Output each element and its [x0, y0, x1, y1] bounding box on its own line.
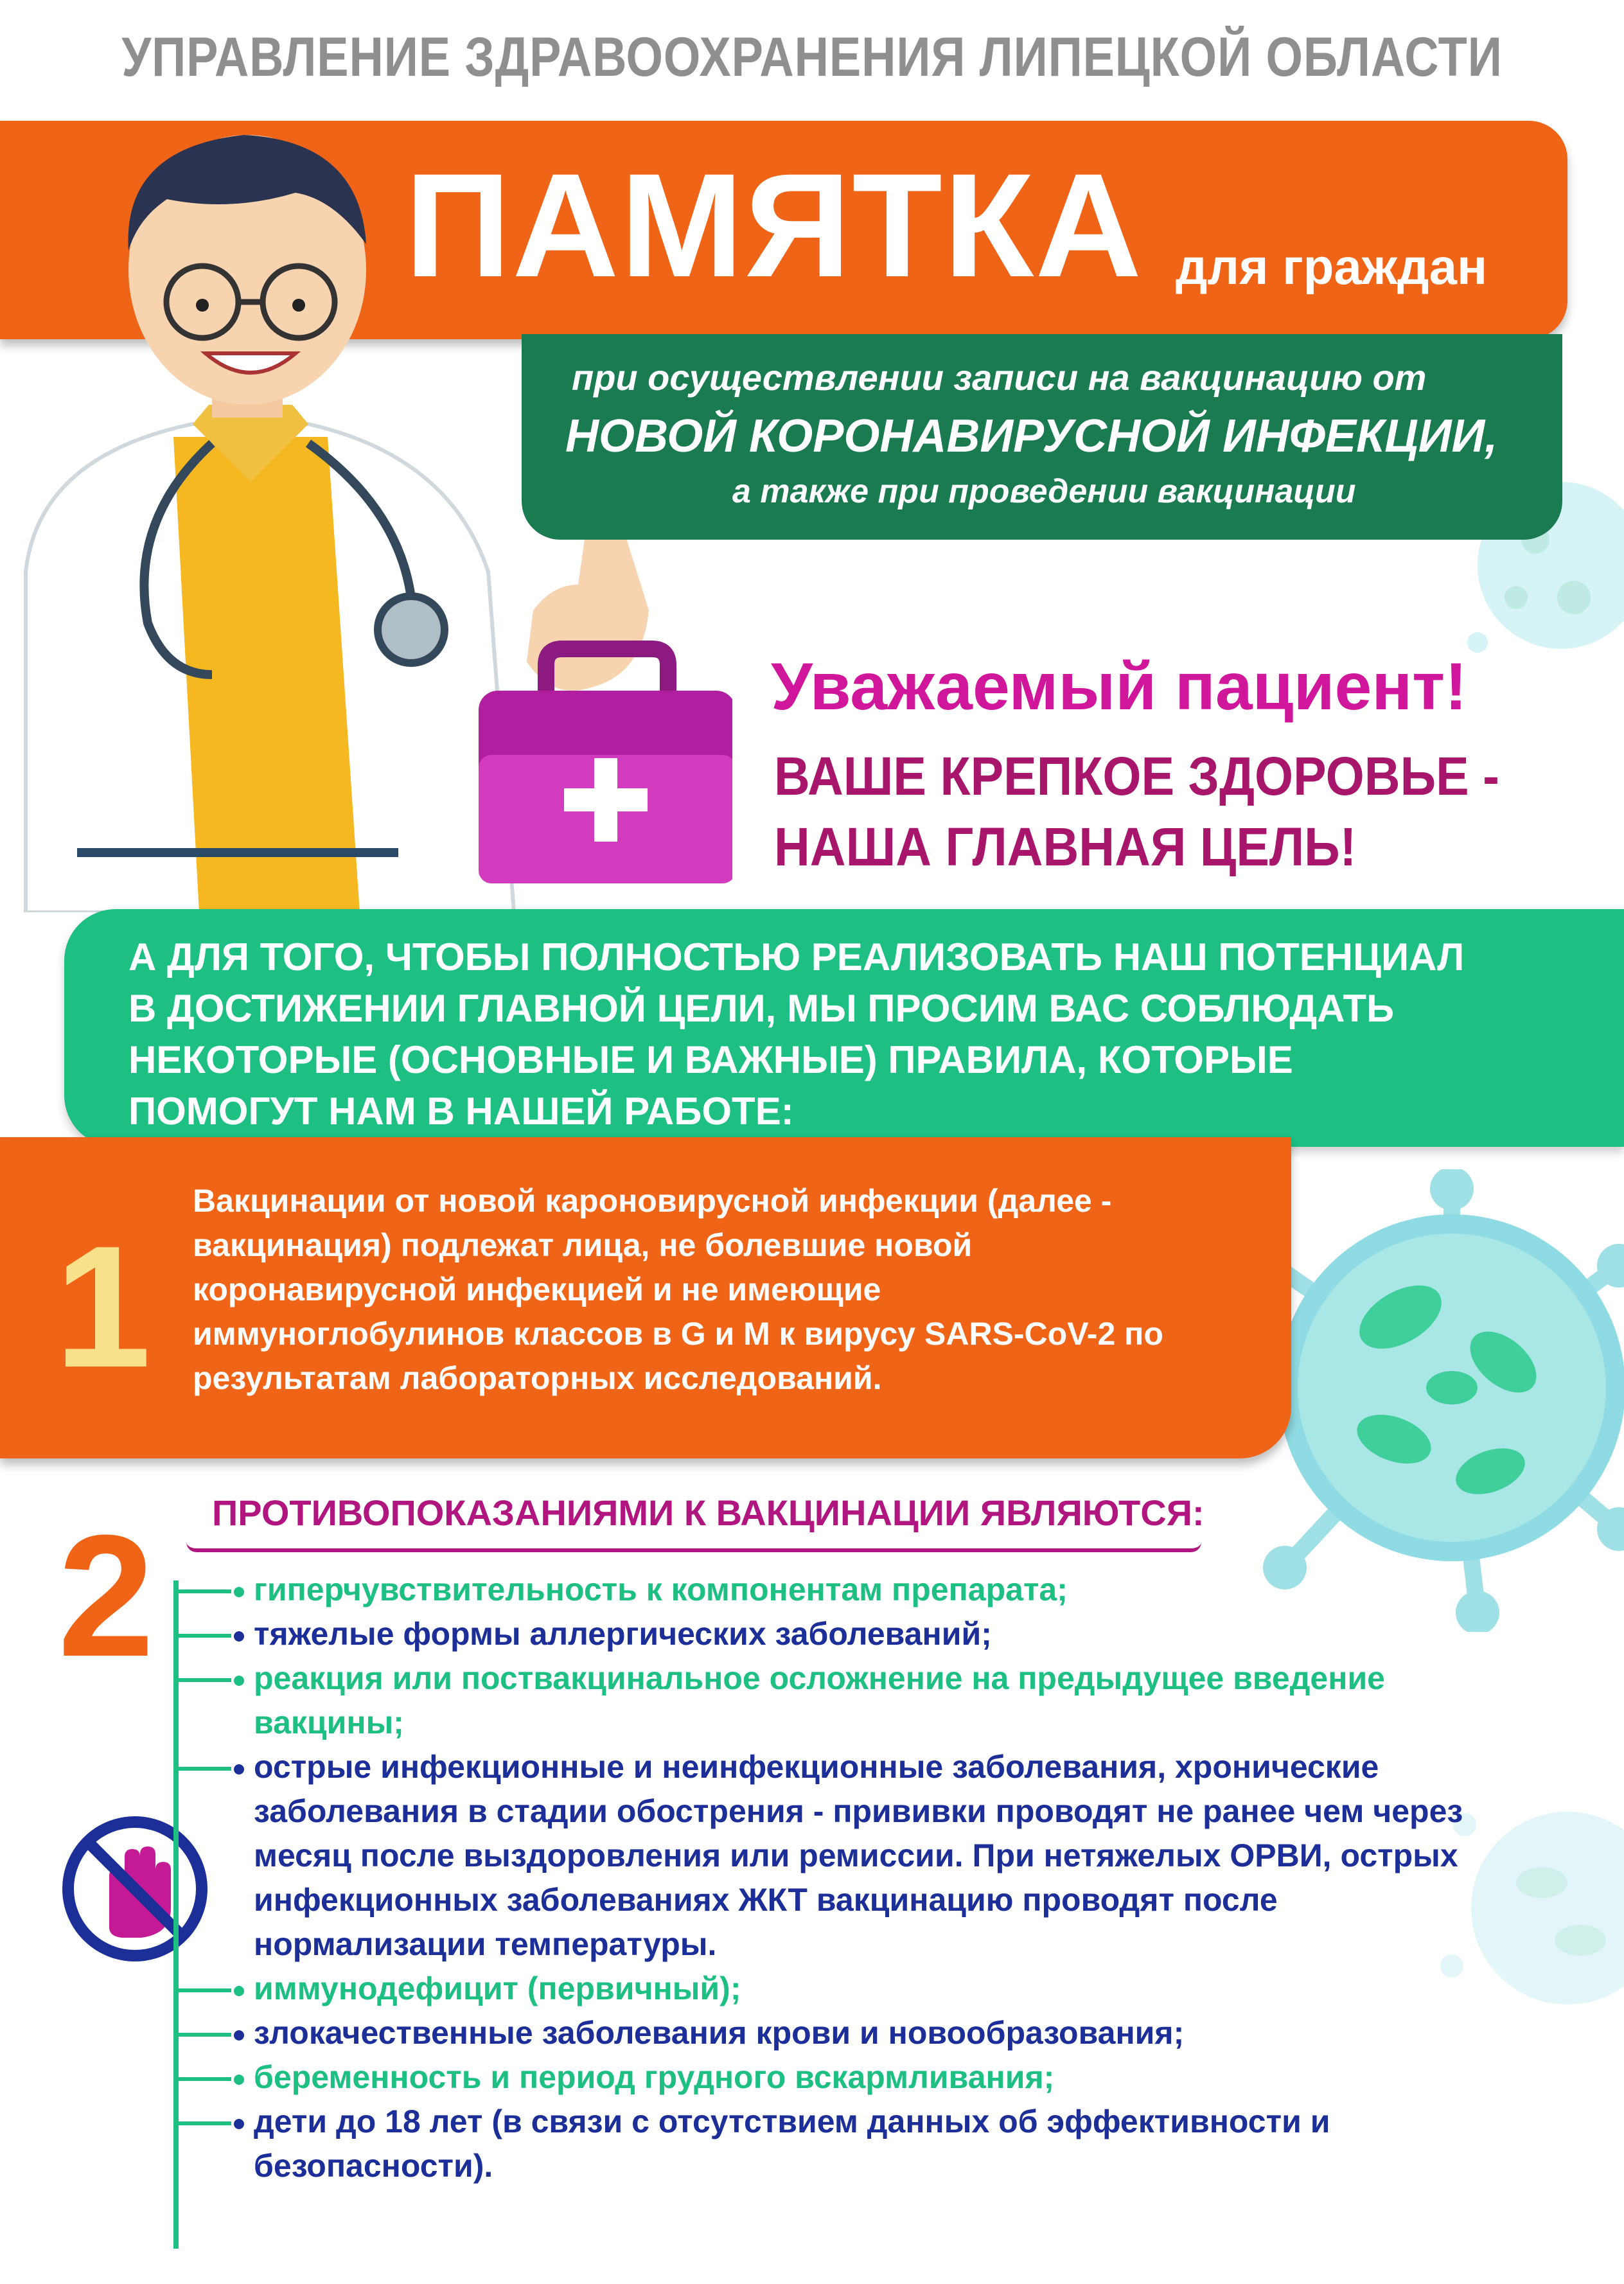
page-subtitle: для граждан — [1176, 238, 1488, 295]
organization-header: УПРАВЛЕНИЕ ЗДРАВООХРАНЕНИЯ ЛИПЕЦКОЙ ОБЛАСТИ — [121, 26, 1503, 88]
subtitle-line-2: НОВОЙ КОРОНАВИРУСНОЙ ИНФЕКЦИИ, — [565, 411, 1498, 462]
heading-underline — [186, 1542, 1201, 1552]
list-item: дети до 18 лет (в связи с отсутствием данных об эффективности и безопасности). — [186, 2100, 1471, 2188]
contraindications-heading: ПРОТИВОПОКАЗАНИЯМИ К ВАКЦИНАЦИИ ЯВЛЯЮТСЯ: — [212, 1492, 1205, 1533]
rule-2-number: 2 — [58, 1500, 155, 1693]
motto-line-1: ВАШЕ КРЕПКОЕ ЗДОРОВЬЕ - — [774, 746, 1499, 806]
list-item: гиперчувствительность к компонентам препарата; — [186, 1568, 1471, 1612]
list-item: реакция или поствакцинальное осложнение на предыдущее введение вакцины; — [186, 1656, 1471, 1745]
rule-1-text: Вакцинации от новой кароновирусной инфекции (далее - вакцинация) подлежат лица, не болевшие новой коронавирусной инфекцией и не имеющие иммуноглобулинов классов в G и M к вирусу SARS-CoV-2 по результатам лабораторных исследований. — [193, 1183, 1163, 1396]
list-item: острые инфекционные и неинфекционные заболевания, хронические заболевания в стадии обострения - прививки проводят не ранее чем через месяц после выздоровления или ремиссии. При нетяжелых ОРВИ, острых инфекционных заболеваниях ЖКТ вакцинацию проводят после нормализации температуры. — [186, 1745, 1471, 1967]
subtitle-line-1: при осуществлении записи на вакцинацию от — [572, 357, 1427, 398]
contraindications-list — [186, 1568, 1471, 2188]
intro-text: А ДЛЯ ТОГО, ЧТОБЫ ПОЛНОСТЬЮ РЕАЛИЗОВАТЬ НАШ ПОТЕНЦИАЛ В ДОСТИЖЕНИИ ГЛАВНОЙ ЦЕЛИ, МЫ ПРОСИМ ВАС СОБЛЮДАТЬ НЕКОТОРЫЕ (ОСНОВНЫЕ И ВАЖНЫЕ) ПРАВИЛА, КОТОРЫЕ ПОМОГУТ НАМ В НАШЕЙ РАБОТЕ: — [128, 935, 1465, 1133]
page-title: ПАМЯТКА — [405, 143, 1143, 308]
subtitle-line-3: а также при проведении вакцинации — [732, 473, 1356, 510]
motto-line-2: НАША ГЛАВНАЯ ЦЕЛЬ! — [774, 817, 1357, 877]
greeting: Уважаемый пациент! — [771, 650, 1467, 724]
list-item: злокачественные заболевания крови и новообразования; — [186, 2011, 1471, 2055]
list-item: иммунодефицит (первичный); — [186, 1967, 1471, 2011]
list-item: беременность и период грудного вскармливания; — [186, 2055, 1471, 2100]
list-item: тяжелые формы аллергических заболеваний; — [186, 1612, 1471, 1656]
rule-1-number: 1 — [55, 1210, 152, 1404]
